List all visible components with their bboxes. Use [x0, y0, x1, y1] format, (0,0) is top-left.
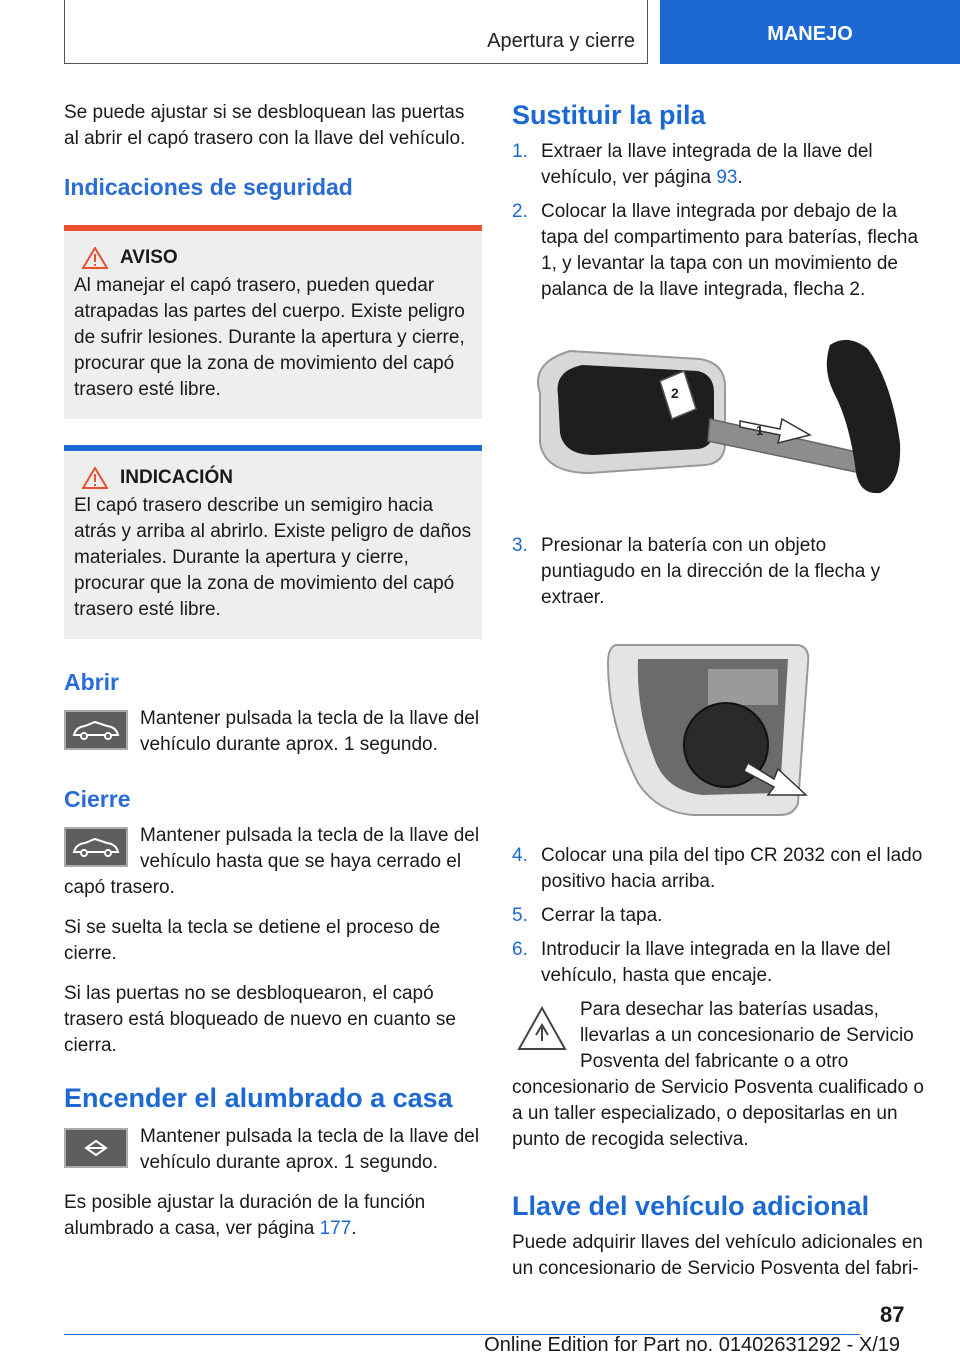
- page-link-177[interactable]: 177: [319, 1218, 352, 1239]
- battery-heading: Sustituir la pila: [512, 100, 706, 130]
- step-number: 4.: [512, 845, 528, 866]
- warning-title: AVISO: [120, 247, 178, 268]
- close-heading: Cierre: [64, 786, 131, 812]
- step-item: [512, 533, 924, 611]
- open-heading: Abrir: [64, 669, 119, 695]
- warning-box: [64, 225, 482, 419]
- step-number: 2.: [512, 201, 528, 222]
- section-title: Apertura y cierre: [487, 30, 635, 52]
- step-item: [512, 937, 924, 989]
- step-number: 6.: [512, 939, 528, 960]
- right-column: [512, 100, 924, 1296]
- step-text: Colocar la llave integrada por debajo de la tapa del compartimento para baterías, flecha 1, y levantar la tapa con un movimiento de palanca de la llave integrada, flecha 2.: [541, 201, 919, 300]
- recycle-icon: [516, 1005, 568, 1059]
- light-paragraph: [64, 1190, 482, 1242]
- step-item: [512, 199, 924, 303]
- light-paragraph-text: Es posible ajustar la duración de la función alumbrado a casa, ver página: [64, 1192, 426, 1239]
- close-paragraph-1: Si se suelta la tecla se detiene el proceso de cierre.: [64, 917, 441, 964]
- step-item: [512, 843, 924, 895]
- page-number: 87: [880, 1302, 905, 1327]
- header-box: [64, 0, 648, 64]
- extra-key-heading: Llave del vehículo adicional: [512, 1191, 870, 1221]
- recycle-note: [512, 997, 924, 1167]
- step-text: Colocar una pila del tipo CR 2032 con el lado positivo hacia arriba.: [541, 845, 923, 892]
- extra-key-text: Puede adquirir llaves del vehículo adicionales en un concesionario de Servicio Posventa del fabri-: [512, 1232, 923, 1279]
- safety-heading: Indicaciones de seguridad: [64, 174, 353, 200]
- battery-steps-continued: [512, 533, 924, 611]
- page-link-93[interactable]: 93: [716, 167, 738, 188]
- left-column: [64, 100, 482, 1256]
- intro-paragraph: Se puede ajustar si se desbloquean las puertas al abrir el capó trasero con la llave del vehículo.: [64, 102, 466, 149]
- close-text: Mantener pulsada la tecla de la llave del vehículo hasta que se haya cerrado el capó trasero.: [64, 825, 480, 898]
- notice-text: El capó trasero describe un semigiro hacia atrás y arriba al abrirlo. Existe peligro de daños materiales. Durante la apertura y cierre, procurar que la zona de movimiento del capó trasero esté libre.: [74, 495, 472, 620]
- warning-triangle-icon: [82, 467, 108, 489]
- footer-edition: Online Edition for Part no. 01402631292 - X/19: [484, 1334, 900, 1356]
- warning-text: Al manejar el capó trasero, pueden quedar atrapadas las partes del cuerpo. Existe peligro de sufrir lesiones. Durante la apertura y cierre, procurar que la zona de movimiento del capó trasero esté libre.: [74, 275, 465, 400]
- step-item: [512, 903, 924, 929]
- step-text: Extraer la llave integrada de la llave del vehículo, ver página: [541, 141, 873, 188]
- light-paragraph-end: .: [351, 1218, 357, 1239]
- open-text: Mantener pulsada la tecla de la llave del vehículo durante aprox. 1 segundo.: [140, 708, 480, 755]
- chapter-tab[interactable]: MANEJO: [660, 0, 960, 64]
- recycle-text: Para desechar las baterías usadas, llevarlas a un concesionario de Servicio Posventa del fabricante o a otro concesionario de Servicio Posventa cualificado o a un taller especializado, o depositarlas en un punto de recogida selectiva.: [512, 999, 924, 1150]
- light-heading: Encender el alumbrado a casa: [64, 1083, 453, 1113]
- light-text: Mantener pulsada la tecla de la llave del vehículo durante aprox. 1 segundo.: [140, 1126, 480, 1173]
- step-number: 3.: [512, 535, 528, 556]
- step-text: Introducir la llave integrada en la llave del vehículo, hasta que encaje.: [541, 939, 891, 986]
- step-number: 1.: [512, 141, 528, 162]
- battery-steps-final: [512, 843, 924, 989]
- warning-triangle-icon: [82, 247, 108, 269]
- step-text: Presionar la batería con un objeto puntiagudo en la dirección de la flecha y extraer.: [541, 535, 881, 608]
- step-text-end: .: [737, 167, 743, 188]
- notice-box: [64, 445, 482, 639]
- light-instruction: [64, 1124, 482, 1176]
- step-number: 5.: [512, 905, 528, 926]
- close-instruction: [64, 823, 482, 901]
- close-paragraph-2: Si las puertas no se desbloquearon, el capó trasero está bloqueado de nuevo en cuanto se cierra.: [64, 983, 456, 1056]
- open-instruction: [64, 706, 482, 758]
- figure-label-1: 1: [756, 423, 764, 438]
- home-light-key-icon: [64, 1128, 128, 1168]
- step-text: Cerrar la tapa.: [541, 905, 663, 926]
- step-item: [512, 139, 924, 191]
- key-disassembly-image: [512, 323, 924, 513]
- car-trunk-key-icon: [64, 827, 128, 867]
- battery-steps: [512, 139, 924, 303]
- car-trunk-key-icon: [64, 710, 128, 750]
- battery-removal-image: [512, 633, 924, 817]
- notice-title: INDICACIÓN: [120, 467, 233, 488]
- figure-label-2: 2: [671, 385, 679, 401]
